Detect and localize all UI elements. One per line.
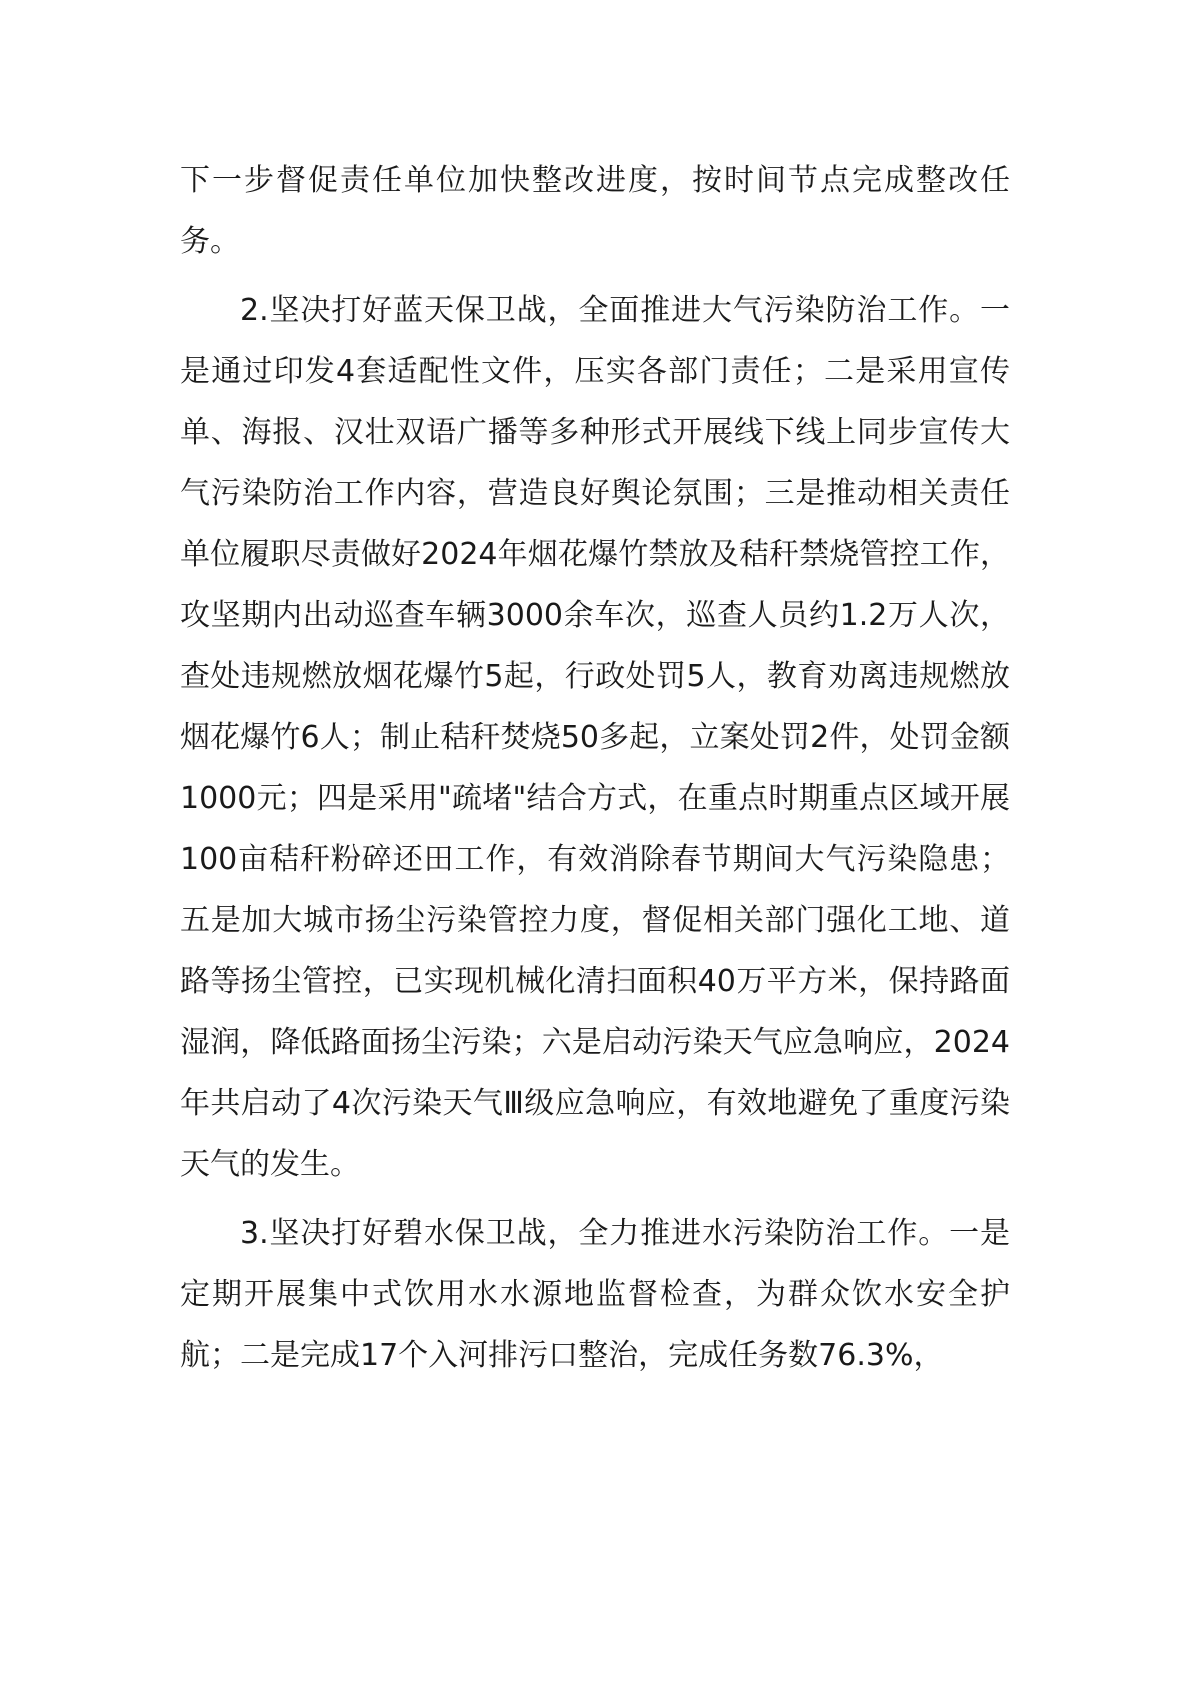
paragraph-clear-water-defense: 3.坚决打好碧水保卫战，全力推进水污染防治工作。一是定期开展集中式饮用水水源地监督检查，为群众饮水安全护航；二是完成17个入河排污口整治，完成任务数76.3%， [180,1216,1010,1373]
paragraph-continuation: 下一步督促责任单位加快整改进度，按时间节点完成整改任务。 [180,163,1010,259]
document-body [180,150,1010,1386]
paragraph-blue-sky-defense: 2.坚决打好蓝天保卫战，全面推进大气污染防治工作。一是通过印发4套适配性文件，压实各部门责任；二是采用宣传单、海报、汉壮双语广播等多种形式开展线下线上同步宣传大气污染防治工作内容，营造良好舆论氛围；三是推动相关责任单位履职尽责做好2024年烟花爆竹禁放及秸秆禁烧管控工作，攻坚期内出动巡查车辆3000余车次，巡查人员约1.2万人次，查处违规燃放烟花爆竹5起，行政处罚5人，教育劝离违规燃放烟花爆竹6人；制止秸秆焚烧50多起，立案处罚2件，处罚金额1000元；四是采用"疏堵"结合方式，在重点时期重点区域开展100亩秸秆粉碎还田工作，有效消除春节期间大气污染隐患；五是加大城市扬尘污染管控力度，督促相关部门强化工地、道路等扬尘管控，已实现机械化清扫面积40万平方米，保持路面湿润，降低路面扬尘污染；六是启动污染天气应急响应，2024年共启动了4次污染天气Ⅲ级应急响应，有效地避免了重度污染天气的发生。 [180,293,1010,1182]
